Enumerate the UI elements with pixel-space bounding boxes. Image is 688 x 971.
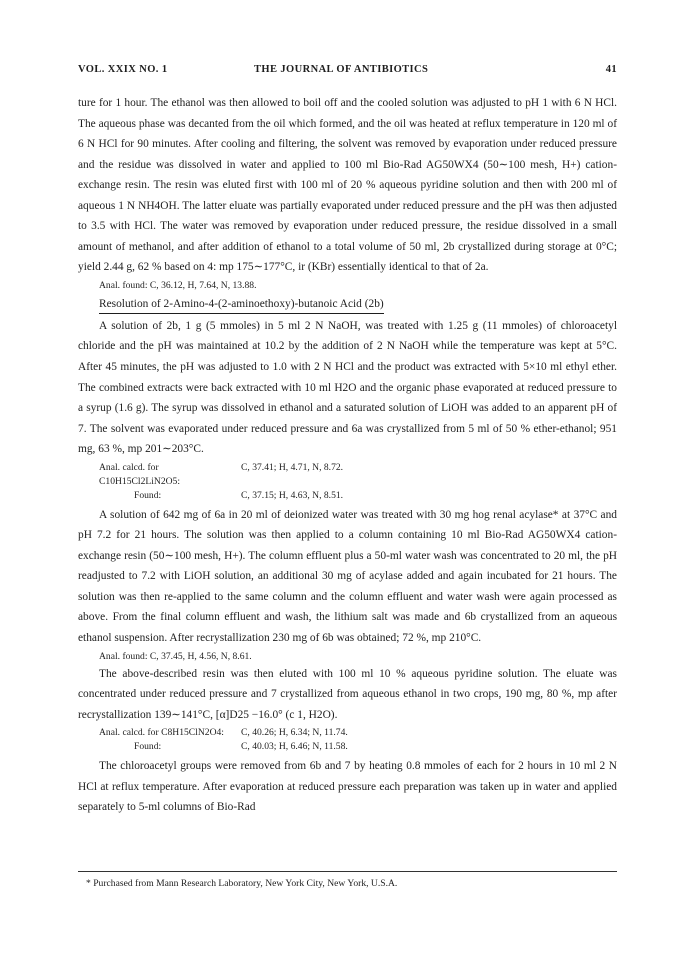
paragraph-elution: The above-described resin was then eluted with 100 ml 10 % aqueous pyridine solution. The eluate was concentrated under reduced pressure and 7 crystallized from aqueous ethanol in two crops, 190 mg, 80 %, mp after recrystallization 139∼141°C, [α]D25 −16.0° (c 1, H2O). — [78, 667, 617, 721]
analysis-found-6b: Anal. found: C, 37.45, H, 4.56, N, 8.61. — [99, 650, 252, 662]
analysis-found-label: Found: — [134, 489, 162, 501]
analysis-6a — [78, 461, 617, 503]
section-heading: Resolution of 2-Amino-4-(2-aminoethoxy)-butanoic Acid (2b) — [99, 296, 384, 314]
footnote: * Purchased from Mann Research Laboratory, New York City, New York, U.S.A. — [86, 878, 398, 889]
analysis-calcd-values: C, 40.26; H, 6.34; N, 11.74. — [241, 727, 348, 739]
article-body — [78, 93, 617, 818]
volume-label: VOL. XXIX NO. 1 — [78, 64, 168, 75]
paragraph-deprotection: The chloroacetyl groups were removed from 6b and 7 by heating 0.8 mmoles of each for 2 hours in 10 ml 2 N HCl at reflux temperature. After evaporation at reduced pressure each preparation was taken up in water and applied separately to 5-ml columns of Bio-Rad — [78, 760, 617, 814]
paragraph-resolution: A solution of 2b, 1 g (5 mmoles) in 5 ml 2 N NaOH, was treated with 1.25 g (11 mmoles) of chloroacetyl chloride and the pH was maintained at 10.2 by the addition of 2 N NaOH while the temperature was kept at 5°C. After 45 minutes, the pH was adjusted to 1.0 with 2 N HCl and the product was extracted with 5×10 ml ethyl ether. The combined extracts were back extracted with 10 ml H2O and the organic phase evaporated at reduced pressure to a syrup (1.6 g). The syrup was dissolved in ethanol and a saturated solution of LiOH was added to an apparent pH of 7. The solvent was evaporated under reduced pressure and 6a was crystallized from 5 ml of 50 % ether-ethanol; 951 mg, 63 %, mp 201∼203°C. — [78, 319, 617, 456]
analysis-found-values: C, 37.15; H, 4.63, N, 8.51. — [241, 489, 344, 501]
running-header — [78, 64, 617, 80]
analysis-found-label: Found: — [134, 741, 162, 753]
analysis-found-values: C, 40.03; H, 6.46; N, 11.58. — [241, 741, 348, 753]
analysis-found-2b: Anal. found: C, 36.12, H, 7.64, N, 13.88. — [99, 279, 257, 291]
analysis-7 — [78, 726, 617, 754]
analysis-calcd-values: C, 37.41; H, 4.71, N, 8.72. — [241, 461, 344, 473]
analysis-calcd-label: Anal. calcd. for C10H15Cl2LiN2O5: — [99, 461, 181, 487]
paragraph-acylase: A solution of 642 mg of 6a in 20 ml of deionized water was treated with 30 mg hog renal acylase* at 37°C and pH 7.2 for 21 hours. The solution was then applied to a column containing 10 ml Bio-Rad AG50WX4 cation-exchange resin (50∼100 mesh, H+). The column effluent plus a 50-ml water wash was concentrated to 20 ml, the pH readjusted to 7.2 with LiOH solution, an additional 30 mg of acylase added and again incubated for 21 hours. The solution was then re-applied to the same column and the column effluent and water wash were again processed as above. From the final column effluent and wash, the lithium salt was made and 6b crystallized from an aqueous ethanol suspension. After recrystallization 230 mg of 6b was obtained; 72 %, mp 210°C. — [78, 508, 617, 645]
footnote-divider — [78, 871, 617, 872]
analysis-calcd-label: Anal. calcd. for C8H15ClN2O4: — [99, 727, 224, 739]
page-number: 41 — [605, 64, 617, 75]
paragraph-continuation: ture for 1 hour. The ethanol was then allowed to boil off and the cooled solution was adjusted to pH 1 with 6 N HCl. The aqueous phase was decanted from the oil which formed, and the oil was heated at reflux temperature in 120 ml of 6 N HCl for 90 minutes. After cooling and filtering, the solvent was removed by evaporation under reduced pressure and the residue was dissolved in water and applied to 100 ml Bio-Rad AG50WX4 (50∼100 mesh, H+) cation-exchange resin. The resin was eluted first with 100 ml of 20 % aqueous pyridine solution and then with 200 ml of aqueous 1 N NH4OH. The latter eluate was partially evaporated under reduced pressure and the pH was then adjusted to 3.5 with HCl. The water was removed by evaporation under reduced pressure, the residue dissolved in a small amount of methanol, and after addition of ethanol to a total volume of 50 ml, 2b crystallized during storage at 0°C; yield 2.44 g, 62 % based on 4: mp 175∼177°C, ir (KBr) essentially identical to that of 2a. — [78, 97, 617, 274]
journal-title: THE JOURNAL OF ANTIBIOTICS — [254, 64, 429, 75]
